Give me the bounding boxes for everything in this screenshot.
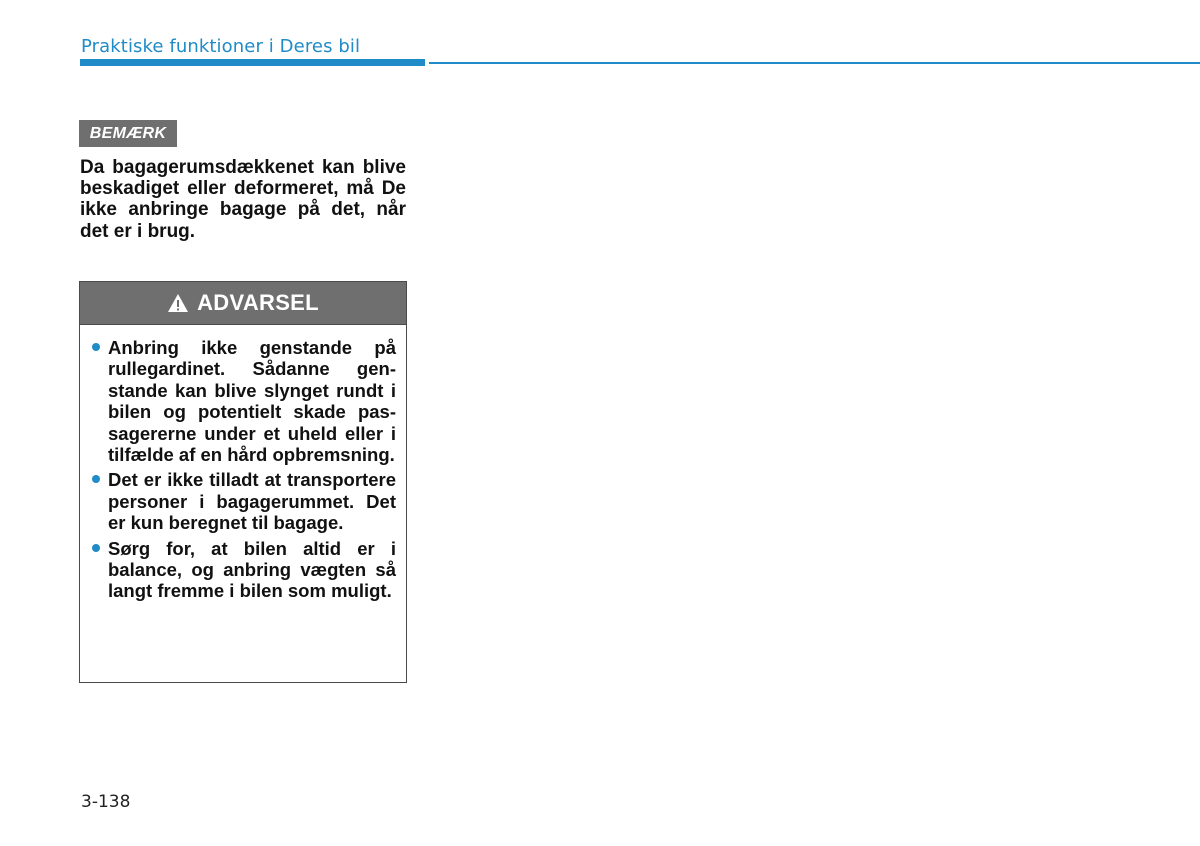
note-text: Da bagagerumsdækkenet kan blive beskadiget eller deformeret, må De ikke anbringe bagage på det, når det er i brug. [80, 157, 406, 242]
bullet-icon [92, 544, 100, 552]
warning-triangle-icon [167, 293, 189, 313]
warning-item [92, 538, 396, 602]
warning-title: ADVARSEL [197, 290, 319, 315]
warning-item [92, 469, 396, 533]
header-rule-thin [429, 62, 1200, 64]
warning-list [80, 325, 406, 602]
page-header-title: Praktiske funktioner i Deres bil [81, 36, 361, 57]
bullet-icon [92, 343, 100, 351]
warning-item-text: Anbring ikke genstande på rullegardinet. Sådanne genstande kan blive slynget rundt i bilen og potentielt skade passagererne under et uheld eller i tilfælde af en hård opbremsning. [108, 337, 396, 466]
note-badge: BEMÆRK [79, 120, 177, 147]
warning-item-text: Sørg for, at bilen altid er i balance, og anbring vægten så langt fremme i bilen som muligt. [108, 537, 396, 602]
warning-box [79, 281, 407, 683]
warning-header [80, 282, 406, 325]
header-rule-thick [80, 59, 425, 66]
bullet-icon [92, 475, 100, 483]
warning-item-text: Det er ikke tilladt at transportere personer i bagagerummet. Det er kun beregnet til bagage. [108, 469, 396, 534]
page-number: 3-138 [81, 792, 131, 812]
warning-item [92, 337, 396, 465]
